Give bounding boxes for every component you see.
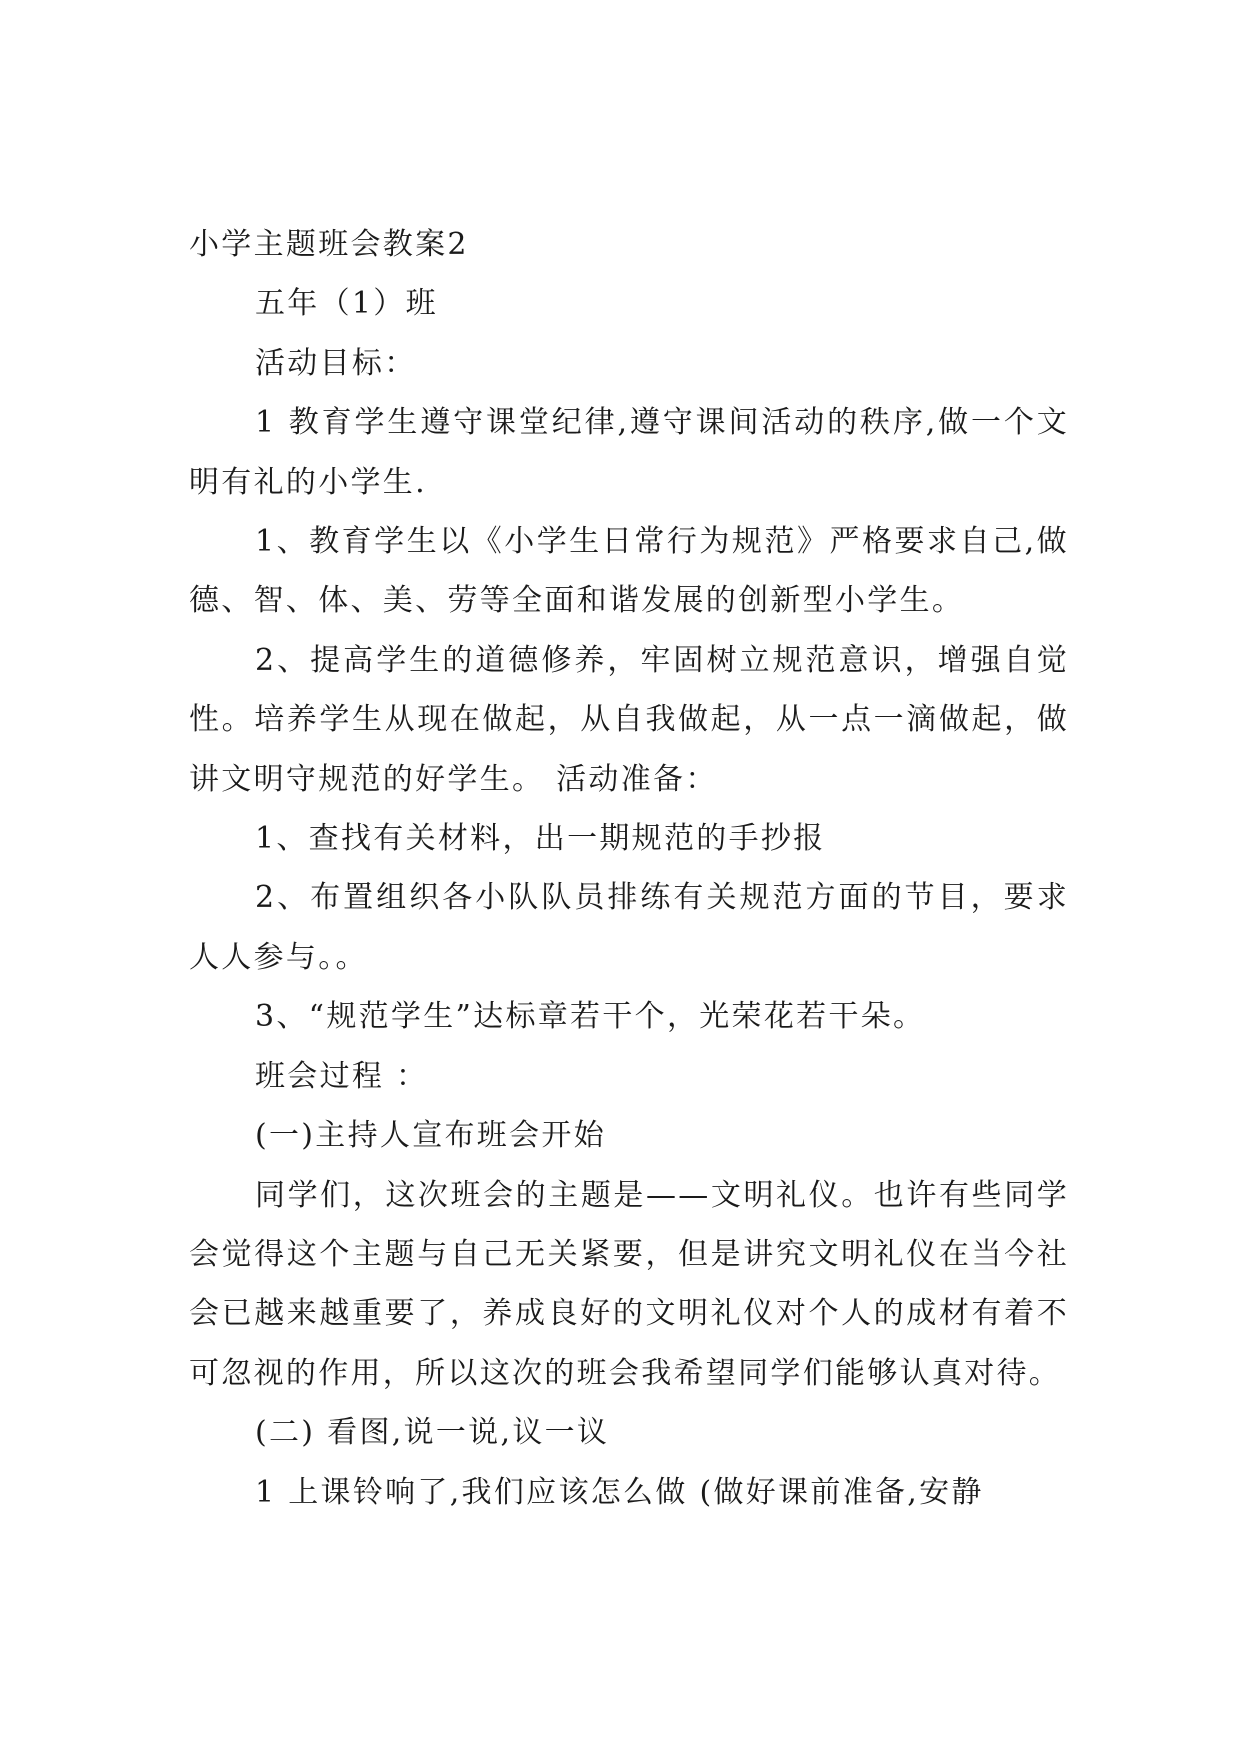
body-paragraph: 同学们，这次班会的主题是——文明礼仪。也许有些同学会觉得这个主题与自己无关紧要，但是讲究文明礼仪在当今社会已越来越重要了，养成良好的文明礼仪对个人的成材有着不可忽视的作用，所以这次的班会我希望同学们能够认真对待。 [189, 1177, 1069, 1391]
goal-paragraph: 2、提高学生的道德修养，牢固树立规范意识，增强自觉性。培养学生从现在做起，从自我做起，从一点一滴做起，做讲文明守规范的好学生。 活动准备： [189, 642, 1069, 797]
body-paragraph: 1 上课铃响了,我们应该怎么做 (做好课前准备,安静 [255, 1474, 984, 1510]
document-title: 小学主题班会教案2 [189, 227, 469, 262]
goal-paragraph: 1 教育学生遵守课堂纪律,遵守课间活动的秩序,做一个文明有礼的小学生. [189, 405, 1069, 500]
preparation-item: 2、布置组织各小队队员排练有关规范方面的节目，要求人人参与。。 [189, 880, 1069, 975]
document-page [189, 215, 1069, 1522]
class-name: 五年（1）班 [255, 286, 438, 322]
process-step-heading: (一)主持人宣布班会开始 [255, 1118, 607, 1154]
preparation-item: 1、查找有关材料，出一期规范的手抄报 [255, 821, 826, 857]
preparation-item: 3、“规范学生”达标章若干个，光荣花若干朵。 [255, 999, 926, 1035]
process-step-heading: (二) 看图,说一说,议一议 [255, 1415, 610, 1451]
goal-paragraph: 1、教育学生以《小学生日常行为规范》严格要求自己,做德、智、体、美、劳等全面和谐发展的创新型小学生。 [189, 524, 1069, 619]
section-heading-process: 班会过程 ： [255, 1058, 429, 1094]
section-heading-goals: 活动目标： [255, 345, 417, 381]
